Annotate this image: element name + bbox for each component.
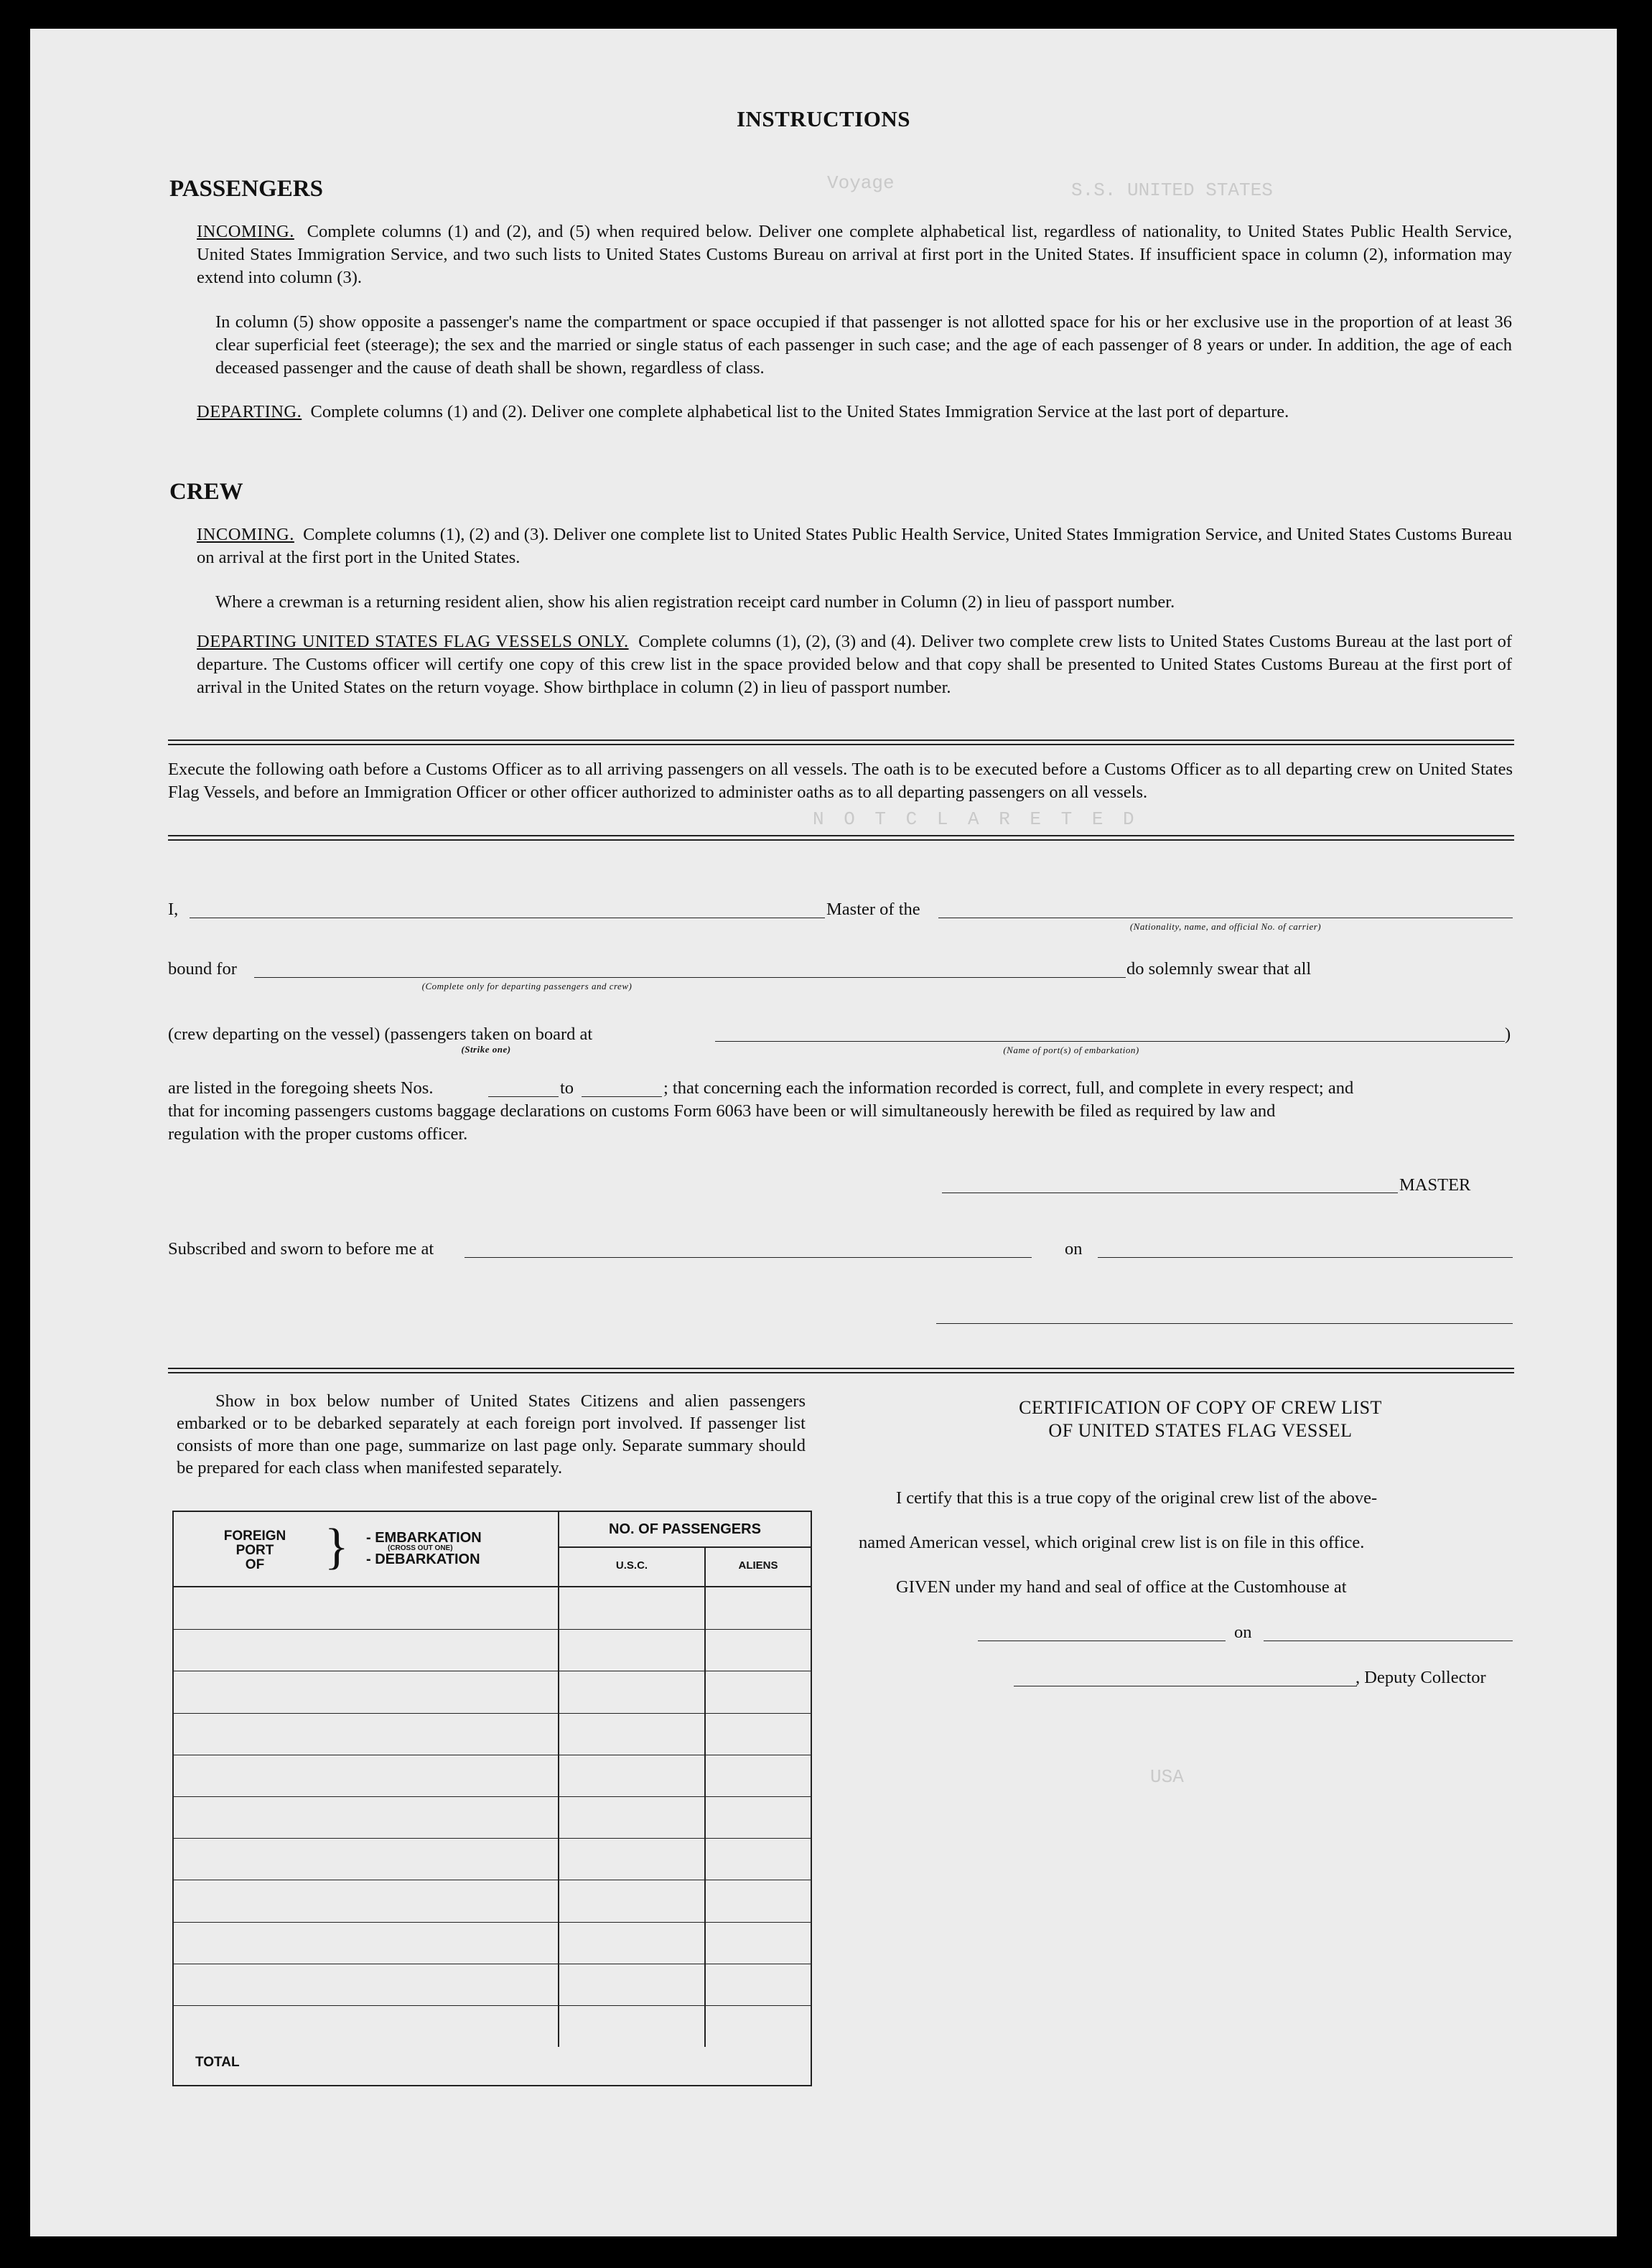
master-label: MASTER xyxy=(1399,1175,1471,1195)
form-sheet xyxy=(30,29,1617,2236)
bound-for-label: bound for xyxy=(168,959,237,979)
divider xyxy=(168,744,1514,745)
crew-incoming-paragraph xyxy=(197,523,1512,569)
aliens-cell[interactable] xyxy=(706,1796,811,1838)
aliens-cell[interactable] xyxy=(706,1838,811,1880)
header-line: OF xyxy=(245,1557,265,1572)
officer-signature-field[interactable] xyxy=(936,1323,1513,1324)
table-row xyxy=(174,1922,811,1964)
table-row xyxy=(174,1713,811,1755)
aliens-cell[interactable] xyxy=(706,1755,811,1796)
strike-one-caption: (Strike one) xyxy=(461,1044,511,1055)
crew-heading: CREW xyxy=(169,479,243,505)
header-line: FOREIGN xyxy=(223,1529,286,1544)
deputy-collector-label: , Deputy Collector xyxy=(1355,1668,1486,1687)
listed-to-label: to xyxy=(560,1078,574,1098)
port-cell[interactable] xyxy=(174,1964,559,2005)
usc-cell[interactable] xyxy=(559,1796,706,1838)
port-cell[interactable] xyxy=(174,1587,559,1629)
header-line: PORT xyxy=(235,1543,274,1558)
oath-intro: Execute the following oath before a Customs Officer as to all arriving passengers on all vessels. The oath is to be executed before a Customs Officer as to all departing crew on United States Flag Vessels, and before an Immigration Officer or other officer authorized to administer oaths as to all departing passengers on all vessels. xyxy=(168,760,1513,802)
divider xyxy=(168,835,1514,836)
ghost-text: Voyage xyxy=(827,172,895,194)
divider xyxy=(168,1372,1514,1373)
passengers-departing-paragraph xyxy=(197,401,1512,424)
port-cell[interactable] xyxy=(174,1629,559,1671)
usc-cell[interactable] xyxy=(559,1629,706,1671)
table-row xyxy=(174,1587,811,1630)
ghost-text: USA xyxy=(1150,1766,1184,1788)
aliens-cell[interactable] xyxy=(706,1671,811,1712)
aliens-cell[interactable] xyxy=(706,1880,811,1921)
sheet-from-field[interactable] xyxy=(488,1096,559,1097)
port-of-embarkation-field[interactable] xyxy=(715,1041,1505,1042)
brace-icon: } xyxy=(325,1519,349,1574)
aliens-cell[interactable] xyxy=(706,1922,811,1964)
certification-on-label: on xyxy=(1234,1623,1252,1642)
table-row xyxy=(174,1755,811,1797)
certification-line-2: named American vessel, which original crew list is on file in this office. xyxy=(859,1533,1365,1552)
incoming-lead: INCOMING. xyxy=(197,222,294,241)
embark-debark-header xyxy=(366,1531,482,1567)
incoming-text: Complete columns (1) and (2), and (5) when required below. Deliver one complete alphabetical list, regardless of nationality, to United States Public Health Service, United States Immigration Service, and two such lists to United States Customs Bureau on arrival at first port in the United States. If insufficient space in column (2), information may extend into column (3). xyxy=(197,222,1513,287)
departing-lead: DEPARTING. xyxy=(197,402,302,421)
port-cell[interactable] xyxy=(174,1922,559,1964)
listed-label-a: are listed in the foregoing sheets Nos. xyxy=(168,1078,434,1098)
table-row xyxy=(174,1629,811,1671)
subscribed-label: Subscribed and sworn to before me at xyxy=(168,1239,434,1259)
crew-alien-paragraph: Where a crewman is a returning resident alien, show his alien registration receipt card number in Column (2) in lieu of passport number. xyxy=(215,592,1175,612)
port-cell[interactable] xyxy=(174,1671,559,1712)
aliens-cell[interactable] xyxy=(706,2005,811,2047)
debarkation-label: - DEBARKATION xyxy=(366,1551,480,1567)
embarkation-label: - EMBARKATION xyxy=(366,1530,482,1546)
usc-cell[interactable] xyxy=(559,1587,706,1629)
port-cell[interactable] xyxy=(174,1880,559,1921)
passengers-heading: PASSENGERS xyxy=(169,176,323,202)
table-row xyxy=(174,1796,811,1839)
crew-departing-paragraph xyxy=(197,630,1512,699)
sworn-place-field[interactable] xyxy=(465,1257,1032,1258)
certification-line-1: I certify that this is a true copy of the original crew list of the above- xyxy=(896,1488,1378,1508)
usc-cell[interactable] xyxy=(559,1922,706,1964)
listed-label-b: ; that concerning each the information recorded is correct, full, and complete in every respect; and xyxy=(663,1078,1354,1098)
table-row xyxy=(174,1838,811,1880)
crew-incoming-text: Complete columns (1), (2) and (3). Deliver one complete list to United States Public Health Service, United States Immigration Service, and United States Customs Bureau on arrival at the first port in the United States. xyxy=(197,525,1512,567)
carrier-caption: (Nationality, name, and official No. of carrier) xyxy=(1129,921,1322,932)
foreign-port-header xyxy=(210,1529,300,1572)
divider xyxy=(168,739,1514,741)
passenger-summary-table xyxy=(172,1511,812,2086)
port-cell[interactable] xyxy=(174,1838,559,1880)
usc-cell[interactable] xyxy=(559,1671,706,1712)
port-cell[interactable] xyxy=(174,2005,559,2047)
port-cell[interactable] xyxy=(174,1713,559,1755)
aliens-cell[interactable] xyxy=(706,1629,811,1671)
ghost-text: S.S. UNITED STATES xyxy=(1071,179,1273,201)
table-row xyxy=(174,1880,811,1922)
crew-departing-text: Complete columns (1), (2), (3) and (4). Deliver two complete crew lists to United States Customs Bureau at the last port of departure. The Customs officer will certify one copy of this crew list in the space provided below and that copy shall be presented to United States Customs Bureau at the first port of arrival in the United States on the return voyage. Show birthplace in column (2) in lieu of passport number. xyxy=(197,632,1512,697)
sheet-to-field[interactable] xyxy=(582,1096,662,1097)
total-label: TOTAL xyxy=(195,2055,240,2070)
usc-header: U.S.C. xyxy=(559,1548,706,1587)
table-row xyxy=(174,1671,811,1713)
crew-passengers-label: (crew departing on the vessel) (passengers taken on board at xyxy=(168,1025,593,1044)
bound-for-field[interactable] xyxy=(254,977,1126,978)
passengers-column5-paragraph: In column (5) show opposite a passenger's name the compartment or space occupied if that passenger is not allotted space for his or her exclusive use in the proportion of at least 36 clear superficial feet (steerage); the sex and the married or single status of each passenger in such case; and the age of each passenger of 8 years or under. In addition, the age of each deceased passenger and the cause of death shall be shown, regardless of class. xyxy=(215,312,1512,378)
usc-cell[interactable] xyxy=(559,1880,706,1921)
do-swear-label: do solemnly swear that all xyxy=(1126,959,1312,979)
aliens-cell[interactable] xyxy=(706,1964,811,2005)
page-title: INSTRUCTIONS xyxy=(736,106,910,131)
usc-cell[interactable] xyxy=(559,1713,706,1755)
master-of-label: Master of the xyxy=(826,900,920,919)
port-cell[interactable] xyxy=(174,1755,559,1796)
i-label: I, xyxy=(168,900,179,919)
port-caption: (Name of port(s) of embarkation) xyxy=(1003,1045,1139,1055)
summary-instructions: Show in box below number of United States Citizens and alien passengers embarked or to be debarked separately at each foreign port involved. If passenger list consists of more than one page, summarize on last page only. Separate summary should be prepared for each class when manifested separately. xyxy=(177,1391,806,1478)
listed-label-d: regulation with the proper customs officer. xyxy=(168,1124,468,1144)
usc-cell[interactable] xyxy=(559,1838,706,1880)
passengers-incoming-paragraph xyxy=(197,220,1512,289)
sworn-date-field[interactable] xyxy=(1098,1257,1513,1258)
table-header-port xyxy=(174,1512,559,1587)
divider xyxy=(168,839,1514,841)
usc-cell[interactable] xyxy=(559,2005,706,2047)
certification-title-1: CERTIFICATION OF COPY OF CREW LIST xyxy=(1019,1397,1382,1418)
ghost-text: N O T C L A R E T E D xyxy=(813,808,1139,830)
cross-out-label: (CROSS OUT ONE) xyxy=(388,1544,453,1552)
table-row xyxy=(174,1964,811,2006)
no-of-passengers-header: NO. OF PASSENGERS xyxy=(559,1512,811,1548)
crew-incoming-lead: INCOMING. xyxy=(197,525,294,544)
table-row xyxy=(174,2005,811,2047)
divider xyxy=(168,1368,1514,1369)
close-paren: ) xyxy=(1505,1025,1511,1044)
bound-caption: (Complete only for departing passengers and crew) xyxy=(421,981,633,991)
sworn-on-label: on xyxy=(1065,1239,1083,1259)
listed-label-c: that for incoming passengers customs baggage declarations on customs Form 6063 have been or will simultaneously herewith be filed as required by law and xyxy=(168,1101,1276,1121)
crew-departing-lead: DEPARTING UNITED STATES FLAG VESSELS ONLY. xyxy=(197,632,629,651)
certification-line-3: GIVEN under my hand and seal of office at the Customhouse at xyxy=(896,1577,1347,1597)
aliens-cell[interactable] xyxy=(706,1587,811,1629)
departing-text: Complete columns (1) and (2). Deliver one complete alphabetical list to the United States Immigration Service at the last port of departure. xyxy=(310,402,1289,421)
port-cell[interactable] xyxy=(174,1796,559,1838)
usc-cell[interactable] xyxy=(559,1755,706,1796)
aliens-cell[interactable] xyxy=(706,1713,811,1755)
usc-cell[interactable] xyxy=(559,1964,706,2005)
aliens-header: ALIENS xyxy=(706,1548,811,1587)
certification-title-2: OF UNITED STATES FLAG VESSEL xyxy=(1048,1420,1353,1441)
